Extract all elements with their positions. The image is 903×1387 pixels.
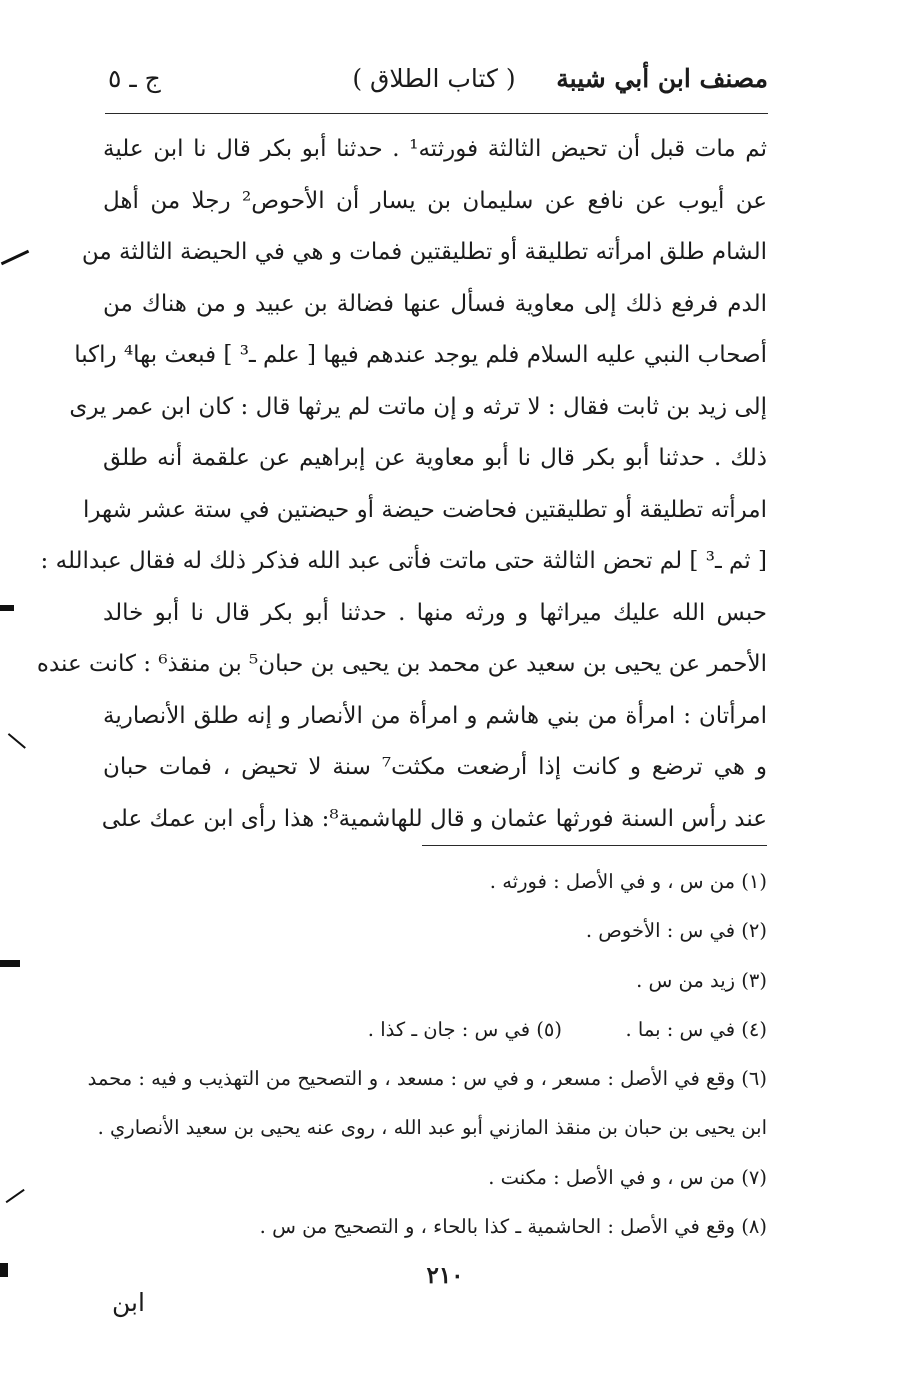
header-section-title: ( كتاب الطلاق ) [352,64,516,93]
text-line: ثم مات قبل أن تحيض الثالثة فورثته¹ . حدثنا أبو بكر قال نا ابن علية [103,136,767,162]
text-line: عند رأس السنة فورثها عثمان و قال للهاشمية⁸: هذا رأى ابن عمك على [101,805,767,832]
scan-mark [0,960,20,967]
text-line: الدم فرفع ذلك إلى معاوية فسأل عنها فضالة بن عبيد و من هناك من [103,290,767,317]
main-text [36,124,767,845]
footnote-6-line-2: ابن يحيى بن حبان بن منقذ المازني أبو عبد الله ، روى عنه يحيى بن سعيد الأنصاري . [97,1116,767,1140]
text-line: امرأتان : امرأة من بني هاشم و امرأة من الأنصار و إنه طلق الأنصارية [103,702,767,729]
scan-mark [8,733,26,748]
text-line: [ ثم ـ³ ] لم تحض الثالثة حتى ماتت فأتى عبد الله فذكر ذلك له فقال عبدالله : [40,548,767,574]
footnote-1: (١) من س ، و في الأصل : فورثه . [489,870,767,893]
text-line: ذلك . حدثنا أبو بكر قال نا أبو معاوية عن إبراهيم عن علقمة أنه طلق [103,445,767,471]
footnote-7: (٧) من س ، و في الأصل : مكنت . [488,1165,767,1189]
scan-mark [0,605,14,611]
footnote-rule [422,845,767,846]
footnote-3: (٣) زيد من س . [636,968,767,992]
footnote-4-5-line [103,1005,767,1054]
scan-mark [6,1189,25,1203]
text-line: امرأته تطليقة أو تطليقتين فحاضت حيضة أو حيضتين في ستة عشر شهرا [82,496,767,523]
text-line: الشام طلق امرأته تطليقة أو تطليقتين فمات و هي في الحيضة الثالثة من [81,239,767,265]
footnote-8: (٨) وقع في الأصل : الحاشمية ـ كذا بالحاء ، و التصحيح من س . [259,1215,767,1239]
header-book-title: مصنف ابن أبي شيبة [556,64,768,93]
header-rule [105,113,768,114]
page-number: ٢١٠ [426,1262,464,1289]
catchword: ابن [112,1288,145,1317]
footnote-5: (٥) في س : جان ـ كذا . [367,1017,562,1041]
text-line: الأحمر عن يحيى بن سعيد عن محمد بن يحيى بن حبان⁵ بن منقذ⁶ : كانت عنده [36,651,767,677]
text-line: حبس الله عليك ميراثها و ورثه منها . حدثنا أبو بكر قال نا أبو خالد [103,599,767,626]
header-volume: ج ـ ٥ [108,64,161,93]
footnotes [87,857,767,1251]
footnote-6-line-1: (٦) وقع في الأصل : مسعر ، و في س : مسعد ، و التصحيح من التهذيب و فيه : محمد [87,1067,767,1091]
text-line: عن أيوب عن نافع عن سليمان بن يسار أن الأحوص² رجلا من أهل [103,187,767,214]
text-line: إلى زيد بن ثابت فقال : لا ترثه و إن ماتت لم يرثها قال : كان ابن عمر يرى [69,393,767,420]
text-line: و هي ترضع و كانت إذا أرضعت مكثت⁷ سنة لا تحيض ، فمات حبان [103,754,767,780]
scan-mark [0,1263,8,1277]
footnote-2: (٢) في س : الأخوص . [585,919,767,943]
footnote-4: (٤) في س : بما . [625,1017,767,1041]
running-header [100,58,768,102]
scan-mark [1,250,29,265]
text-line: أصحاب النبي عليه السلام فلم يوجد عندهم فيها [ علم ـ³ ] فبعث بها⁴ راكبا [74,342,767,368]
